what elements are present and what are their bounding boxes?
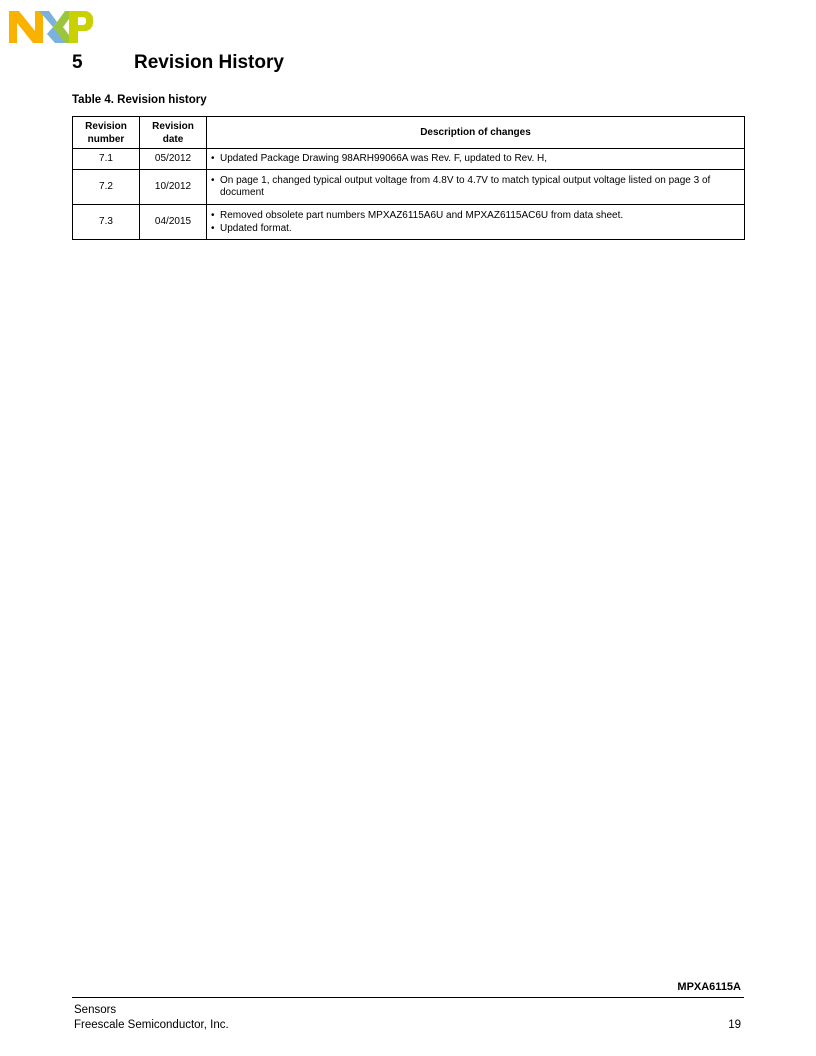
- change-list: [211, 175, 740, 199]
- change-item: • On page 1, changed typical output voltage from 4.8V to 4.7V to match typical output voltage listed on page 3 of document: [211, 175, 740, 199]
- revision-history-table: [72, 116, 745, 240]
- revision-date-cell: 05/2012: [140, 149, 207, 170]
- revision-number-cell: 7.2: [73, 170, 140, 205]
- header-revision-number: [73, 117, 140, 149]
- section-title: Revision History: [134, 52, 284, 73]
- footer-company: Freescale Semiconductor, Inc.: [74, 1019, 229, 1031]
- header-number-line2: number: [87, 133, 125, 145]
- header-number-line1: Revision: [85, 120, 127, 132]
- nxp-logo: [9, 11, 93, 43]
- section-number: 5: [72, 52, 83, 73]
- change-list: [211, 153, 740, 165]
- table-row: [73, 170, 745, 205]
- revision-number-cell: 7.3: [73, 205, 140, 240]
- change-item: • Updated Package Drawing 98ARH99066A was Rev. F, updated to Rev. H,: [211, 153, 740, 165]
- header-date-line1: Revision: [152, 120, 194, 132]
- footer-divider: [72, 997, 744, 998]
- table-caption: Table 4. Revision history: [72, 94, 207, 106]
- table-row: [73, 205, 745, 240]
- revision-date-cell: 04/2015: [140, 205, 207, 240]
- description-cell: [207, 149, 745, 170]
- table-header-row: [73, 117, 745, 149]
- revision-number-cell: 7.1: [73, 149, 140, 170]
- change-item: • Removed obsolete part numbers MPXAZ6115A6U and MPXAZ6115AC6U from data sheet.: [211, 210, 740, 222]
- description-cell: [207, 170, 745, 205]
- description-cell: [207, 205, 745, 240]
- change-list: [211, 210, 740, 235]
- change-item: • Updated format.: [211, 223, 740, 235]
- header-revision-date: [140, 117, 207, 149]
- section-heading: [72, 52, 284, 74]
- page-number: 19: [728, 1019, 741, 1031]
- footer-part-number: MPXA6115A: [677, 981, 741, 993]
- footer-category: Sensors: [74, 1004, 117, 1016]
- header-date-line2: date: [162, 133, 184, 145]
- header-description: Description of changes: [207, 117, 745, 149]
- revision-date-cell: 10/2012: [140, 170, 207, 205]
- table-row: [73, 149, 745, 170]
